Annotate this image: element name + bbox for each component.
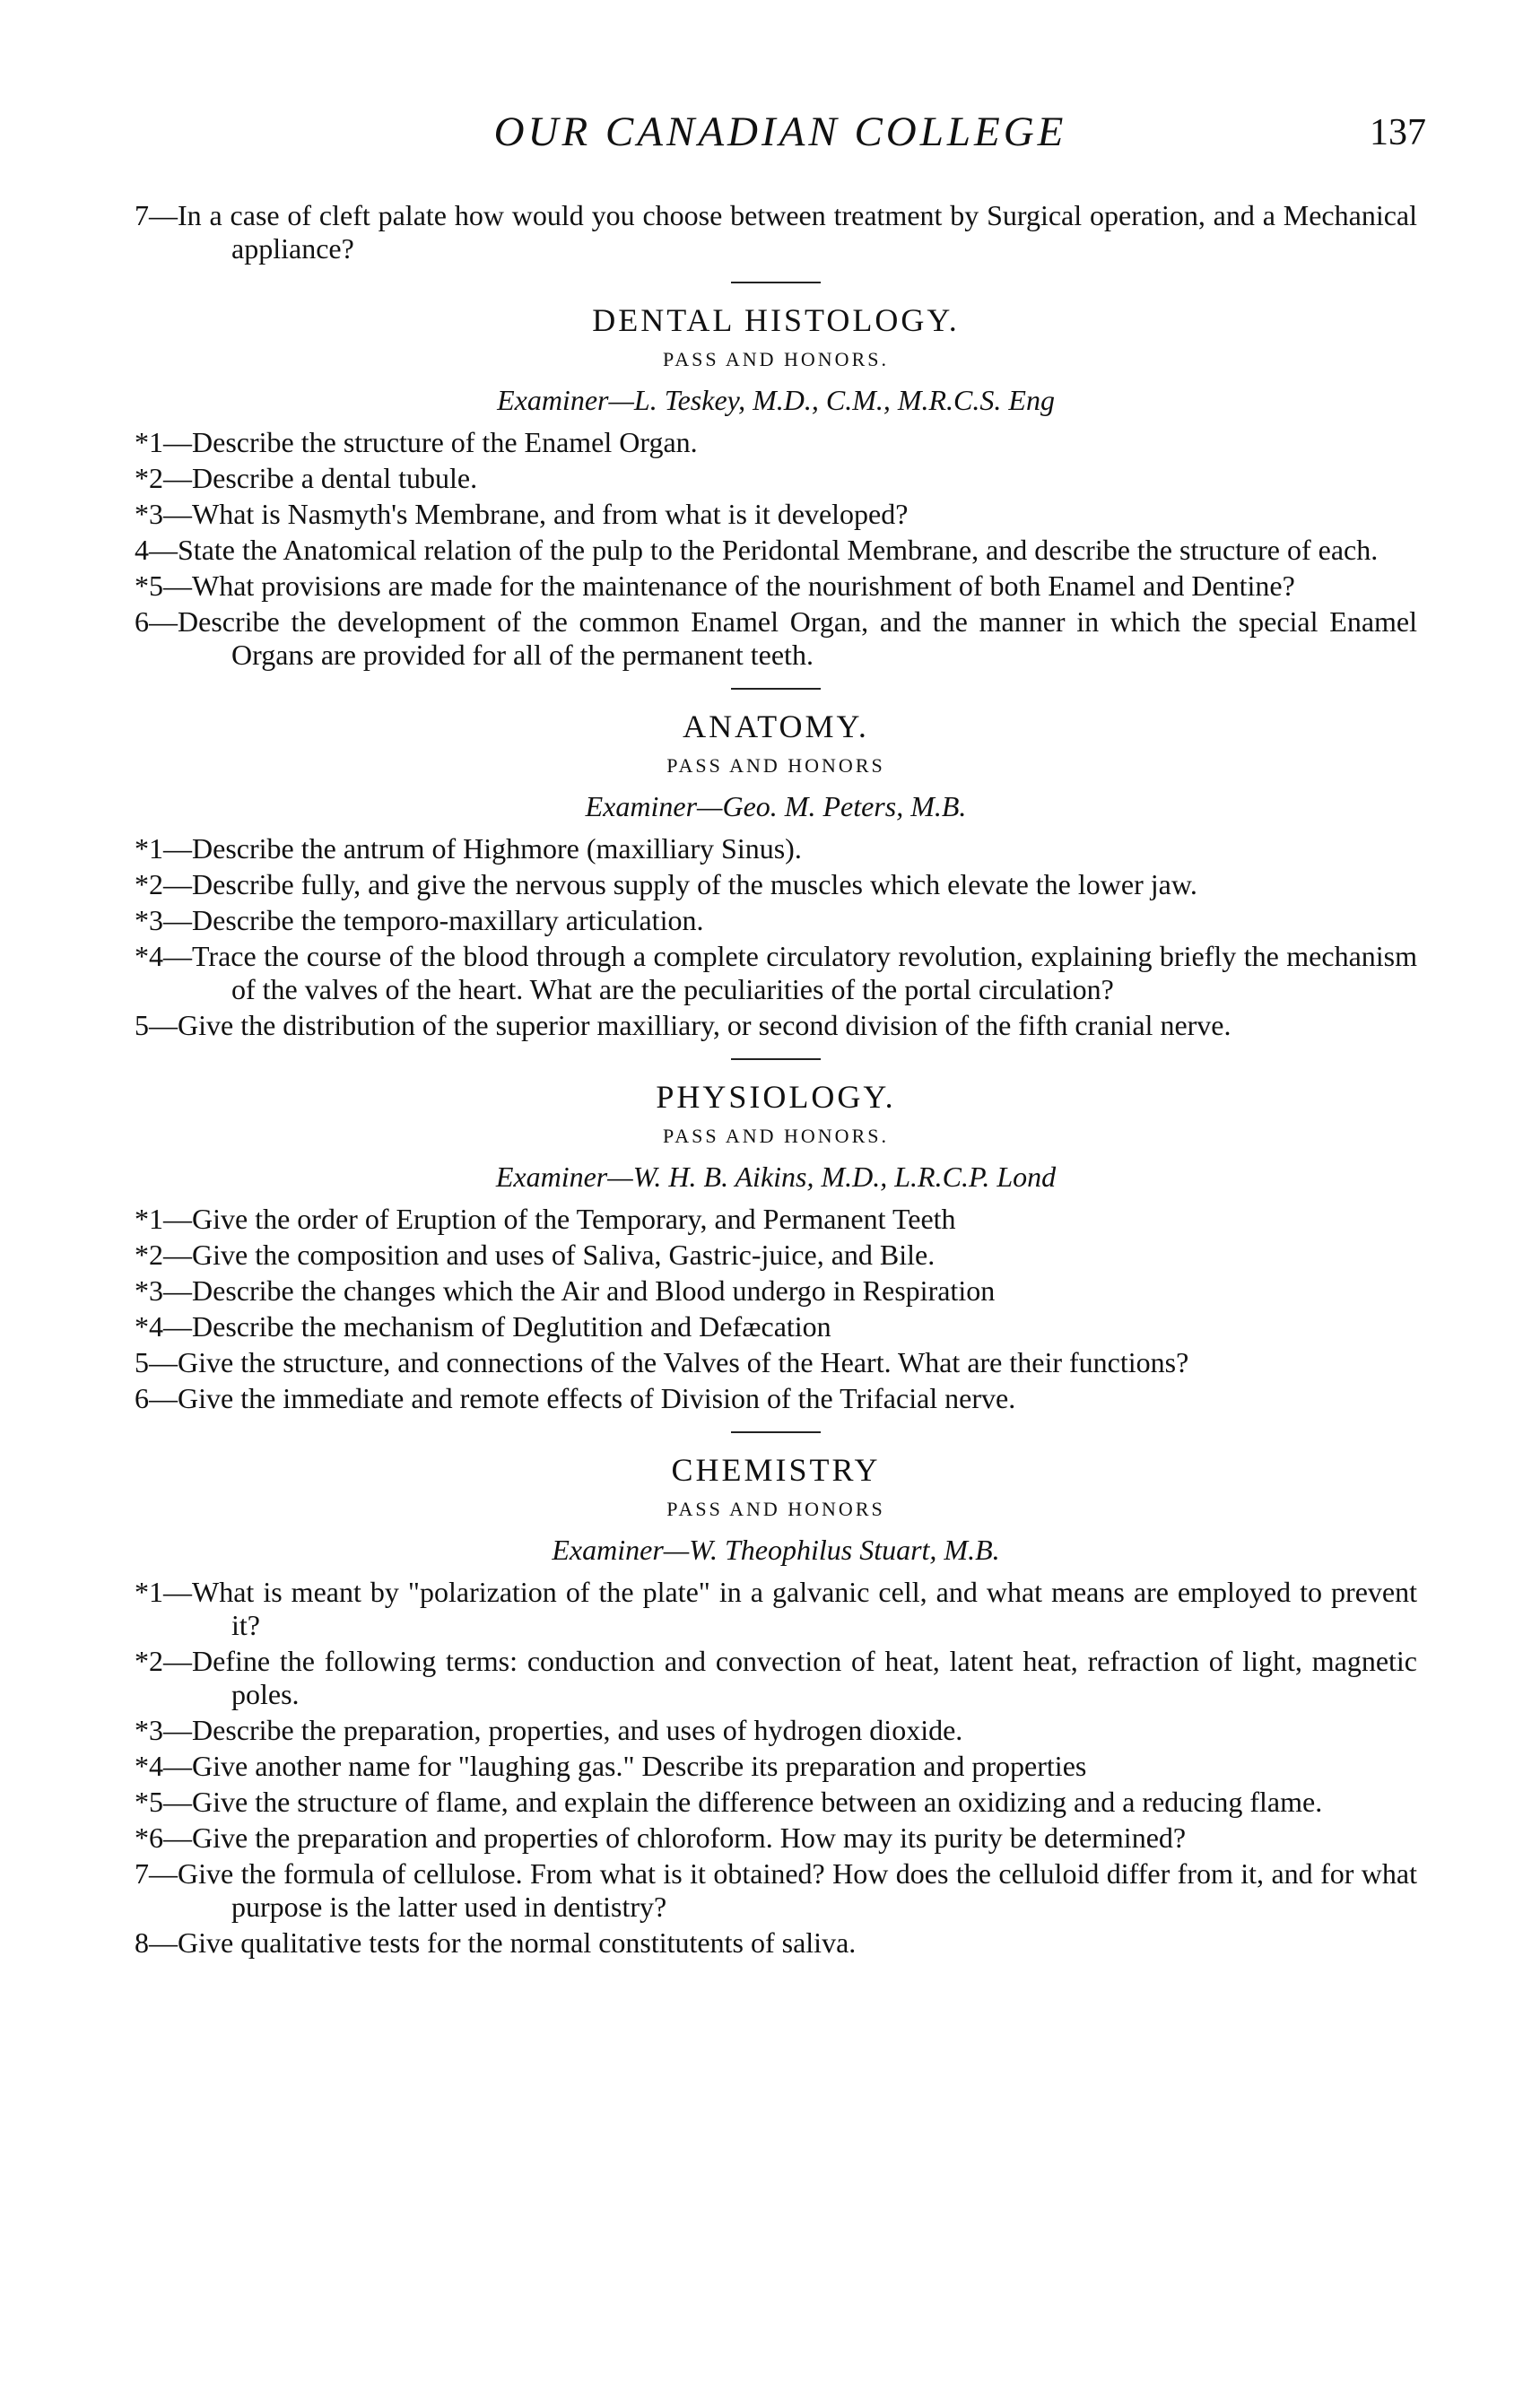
section-chemistry: [135, 1451, 1417, 1960]
question: *4—Trace the course of the blood through a complete circulatory revolution, explaining briefly the mechanism of the valves of the heart. What are the peculiarities of the portal circulation?: [135, 940, 1417, 1005]
page-number: 137: [1370, 112, 1426, 153]
question: *6—Give the preparation and properties of chloroform. How may its purity be determined?: [135, 1821, 1187, 1854]
question: *3—Describe the preparation, properties, and uses of hydrogen dioxide.: [135, 1714, 963, 1746]
question: *3—What is Nasmyth's Membrane, and from what is it developed?: [135, 498, 909, 530]
section-subheading: PASS AND HONORS: [666, 754, 885, 777]
section-heading: ANATOMY.: [683, 708, 869, 744]
section-subheading: PASS AND HONORS.: [663, 1125, 889, 1147]
question: *5—Give the structure of flame, and explain the difference between an oxidizing and a reducing flame.: [135, 1786, 1323, 1818]
section-physiology: [135, 1078, 1417, 1415]
question: *3—Describe the temporo-maxillary articulation.: [135, 904, 704, 936]
question: *3—Describe the changes which the Air and Blood undergo in Respiration: [135, 1274, 996, 1307]
question: *1—Describe the antrum of Highmore (maxilliary Sinus).: [135, 832, 802, 865]
section-divider: [731, 1058, 821, 1060]
page-header: [135, 108, 1426, 179]
question: 7—Give the formula of cellulose. From what is it obtained? How does the celluloid differ from it, and for what purpose is the latter used in dentistry?: [135, 1857, 1417, 1923]
section-examiner: Examiner—W. Theophilus Stuart, M.B.: [552, 1534, 1000, 1566]
section-examiner: Examiner—Geo. M. Peters, M.B.: [585, 790, 967, 822]
question: *2—Describe fully, and give the nervous supply of the muscles which elevate the lower jaw.: [135, 868, 1197, 900]
section-examiner: Examiner—W. H. B. Aikins, M.D., L.R.C.P. Lond: [495, 1161, 1057, 1193]
section-heading: CHEMISTRY: [671, 1452, 881, 1488]
question: 5—Give the distribution of the superior maxilliary, or second division of the fifth cranial nerve.: [135, 1009, 1231, 1041]
question: *4—Describe the mechanism of Deglutition and Defæcation: [135, 1310, 831, 1343]
section-divider: [731, 688, 821, 690]
carryover-question: 7—In a case of cleft palate how would you choose between treatment by Surgical operation, and a Mechanical appliance?: [135, 199, 1417, 265]
question: *2—Describe a dental tubule.: [135, 462, 478, 494]
question: *2—Define the following terms: conduction and convection of heat, latent heat, refraction of light, magnetic poles.: [135, 1645, 1417, 1710]
running-title: OUR CANADIAN COLLEGE: [493, 109, 1067, 155]
section-heading: DENTAL HISTOLOGY.: [592, 302, 960, 338]
question: *1—Give the order of Eruption of the Temporary, and Permanent Teeth: [135, 1203, 956, 1235]
question: *1—Describe the structure of the Enamel Organ.: [135, 426, 698, 458]
section-subheading: PASS AND HONORS: [666, 1498, 885, 1520]
page-body: [135, 199, 1417, 1962]
section-anatomy: [135, 708, 1417, 1042]
section-heading: PHYSIOLOGY.: [656, 1079, 896, 1115]
question: 6—Describe the development of the common Enamel Organ, and the manner in which the special Enamel Organs are provided for all of the permanent teeth.: [135, 605, 1417, 671]
question: *5—What provisions are made for the maintenance of the nourishment of both Enamel and Dentine?: [135, 569, 1295, 602]
question: *2—Give the composition and uses of Saliva, Gastric-juice, and Bile.: [135, 1239, 936, 1271]
question: 8—Give qualitative tests for the normal constitutents of saliva.: [135, 1926, 857, 1959]
section-examiner: Examiner—L. Teskey, M.D., C.M., M.R.C.S. Eng: [497, 384, 1055, 416]
question: 6—Give the immediate and remote effects of Division of the Trifacial nerve.: [135, 1382, 1016, 1414]
section-divider: [731, 1431, 821, 1433]
question: 4—State the Anatomical relation of the pulp to the Peridontal Membrane, and describe the structure of each.: [135, 534, 1379, 566]
question: *1—What is meant by "polarization of the plate" in a galvanic cell, and what means are employed to prevent it?: [135, 1576, 1417, 1641]
section-subheading: PASS AND HONORS.: [663, 348, 889, 370]
section-divider: [731, 282, 821, 283]
question: 5—Give the structure, and connections of the Valves of the Heart. What are their functions?: [135, 1346, 1189, 1378]
section-dental-histology: [135, 301, 1417, 672]
question: *4—Give another name for "laughing gas." Describe its preparation and properties: [135, 1750, 1087, 1782]
